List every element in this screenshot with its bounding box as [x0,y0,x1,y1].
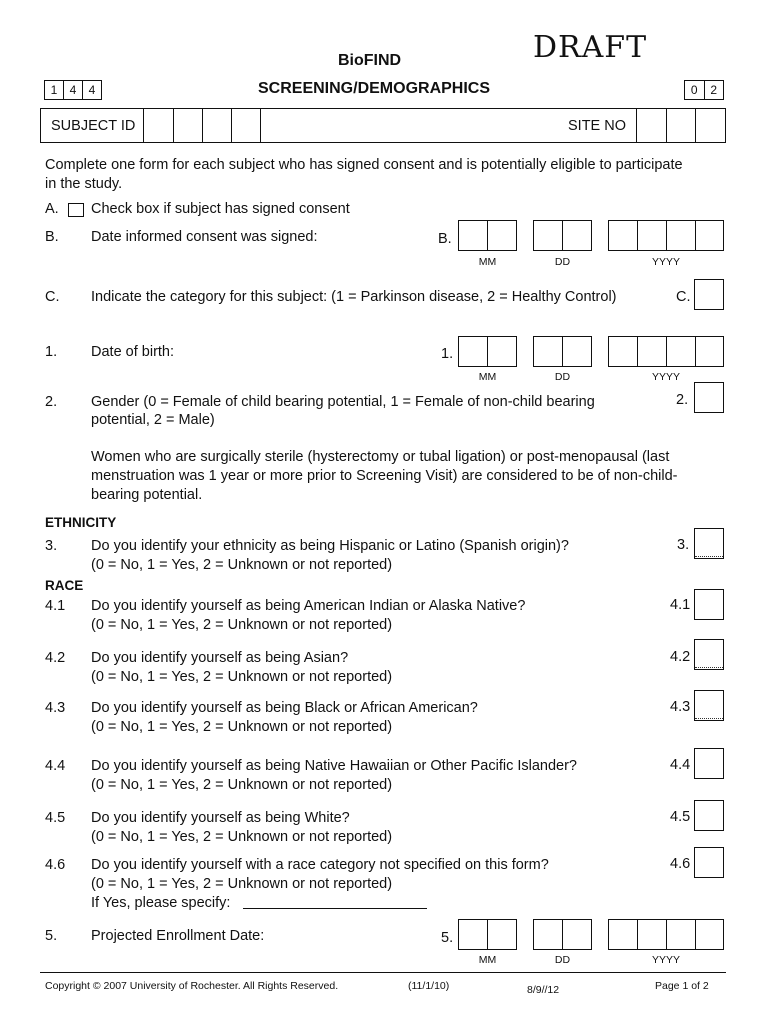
q2-text: Gender (0 = Female of child bearing potential, 1 = Female of non-child bearing [91,394,595,410]
sterility-note: Women who are surgically sterile (hysterectomy or tubal ligation) or post-menopausal (last [91,449,670,465]
form-title: BioFIND [338,52,402,69]
q45-number: 4.5 [45,810,66,826]
race-pacific-islander-field[interactable] [694,748,724,779]
q42-number: 4.2 [45,650,66,666]
q45-text: Do you identify yourself as being White? [91,810,350,826]
q43-text: Do you identify yourself as being Black or African American? [91,700,478,716]
item-b-tag: B. [438,231,452,247]
item-c-number: C. [45,289,60,305]
site-no-field[interactable] [636,108,726,143]
ethnicity-heading: ETHNICITY [45,515,117,530]
q3-number: 3. [45,538,58,554]
page-number: Page 1 of 2 [655,980,709,992]
q2-text-2: potential, 2 = Male) [91,412,215,428]
q45-tag: 4.5 [670,809,691,825]
q1-tag: 1. [441,346,454,362]
q3-text-2: (0 = No, 1 = Yes, 2 = Unknown or not reported) [91,557,393,573]
q1-text: Date of birth: [91,344,175,360]
dob-month[interactable] [458,336,517,367]
dob-day[interactable] [533,336,592,367]
intro-text: Complete one form for each subject who has signed consent and is potentially eligible to participate [45,157,683,173]
q44-number: 4.4 [45,758,66,774]
q41-text-2: (0 = No, 1 = Yes, 2 = Unknown or not reported) [91,617,393,633]
q3-tag: 3. [677,537,690,553]
q2-number: 2. [45,394,58,410]
q41-tag: 4.1 [670,597,691,613]
q3-text: Do you identify your ethnicity as being Hispanic or Latino (Spanish origin)? [91,538,569,554]
race-other-field[interactable] [694,847,724,878]
consent-checkbox[interactable] [68,203,84,217]
q5-tag: 5. [441,930,454,946]
category-field[interactable] [694,279,724,310]
footer-divider [40,972,726,973]
q1-number: 1. [45,344,58,360]
site-no-label: SITE NO [568,118,627,134]
race-heading: RACE [45,578,84,593]
q43-text-2: (0 = No, 1 = Yes, 2 = Unknown or not reported) [91,719,393,735]
label-mm: MM [478,371,497,383]
enrollment-date-day[interactable] [533,919,592,950]
dob-year[interactable] [608,336,724,367]
sterility-note-2: menstruation was 1 year or more prior to Screening Visit) are considered to be of non-child- [91,468,678,484]
label-yyyy: YYYY [651,371,680,383]
q44-tag: 4.4 [670,757,691,773]
consent-date-year[interactable] [608,220,724,251]
q45-text-2: (0 = No, 1 = Yes, 2 = Unknown or not reported) [91,829,393,845]
label-dd: DD [554,256,571,268]
draft-watermark: DRAFT [533,30,648,65]
gender-field[interactable] [694,382,724,413]
item-c-tag: C. [676,289,691,305]
q43-tag: 4.3 [670,699,691,715]
item-c-text: Indicate the category for this subject: (1 = Parkinson disease, 2 = Healthy Control) [91,289,617,305]
label-mm: MM [478,256,497,268]
q46-specify-label: If Yes, please specify: [91,895,231,911]
item-b-number: B. [45,229,59,245]
label-dd: DD [554,954,571,966]
label-dd: DD [554,371,571,383]
consent-date-month[interactable] [458,220,517,251]
item-a-number: A. [45,201,59,217]
subject-id-field[interactable] [143,108,261,143]
q46-number: 4.6 [45,857,66,873]
version-date: (11/1/10) [408,980,450,992]
sterility-note-3: bearing potential. [91,487,203,503]
race-white-field[interactable] [694,800,724,831]
copyright: Copyright © 2007 University of Rochester. All Rights Reserved. [45,980,339,992]
label-yyyy: YYYY [651,954,680,966]
q42-tag: 4.2 [670,649,691,665]
race-american-indian-field[interactable] [694,589,724,620]
q42-text: Do you identify yourself as being Asian? [91,650,349,666]
ethnicity-field[interactable] [694,528,724,559]
q41-number: 4.1 [45,598,66,614]
race-black-field[interactable] [694,690,724,721]
subject-id-label: SUBJECT ID [51,118,136,134]
q44-text-2: (0 = No, 1 = Yes, 2 = Unknown or not reported) [91,777,393,793]
q2-tag: 2. [676,392,689,408]
q5-number: 5. [45,928,58,944]
form-subtitle: SCREENING/DEMOGRAPHICS [258,80,491,97]
q44-text: Do you identify yourself as being Native Hawaiian or Other Pacific Islander? [91,758,577,774]
q41-text: Do you identify yourself as being American Indian or Alaska Native? [91,598,526,614]
enrollment-date-year[interactable] [608,919,724,950]
race-asian-field[interactable] [694,639,724,670]
page-code: 0 2 [684,80,724,100]
q46-text: Do you identify yourself with a race category not specified on this form? [91,857,549,873]
intro-text-2: in the study. [45,176,123,192]
q46-text-2: (0 = No, 1 = Yes, 2 = Unknown or not reported) [91,876,393,892]
item-a-text: Check box if subject has signed consent [91,201,350,217]
label-yyyy: YYYY [651,256,680,268]
label-mm: MM [478,954,497,966]
form-code: 1 4 4 [44,80,102,100]
race-specify-line[interactable] [243,908,427,909]
q5-text: Projected Enrollment Date: [91,928,265,944]
q46-tag: 4.6 [670,856,691,872]
enrollment-date-month[interactable] [458,919,517,950]
consent-date-day[interactable] [533,220,592,251]
item-b-text: Date informed consent was signed: [91,229,318,245]
q43-number: 4.3 [45,700,66,716]
print-date: 8/9//12 [527,984,560,996]
q42-text-2: (0 = No, 1 = Yes, 2 = Unknown or not reported) [91,669,393,685]
